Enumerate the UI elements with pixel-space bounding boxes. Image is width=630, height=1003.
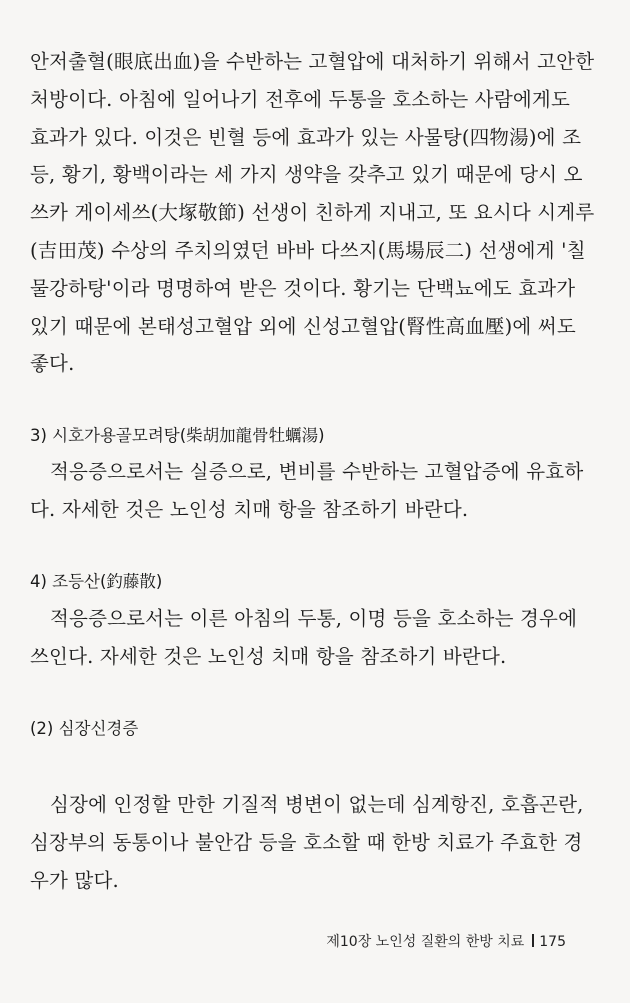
text-line: 심장에 인정할 만한 기질적 병변이 없는데 심계항진, 호흡곤란, xyxy=(50,793,584,816)
subsection-heading-3: 3) 시호가용골모려탕(柴胡加龍骨牡蠣湯) xyxy=(30,426,325,445)
paragraph-chotosan xyxy=(30,600,578,676)
text-line: 우가 많다. xyxy=(30,868,119,892)
text-line: 심장부의 동통이나 불안감 등을 호소할 때 한방 치료가 주효한 경 xyxy=(30,830,583,854)
section-heading-cardiac-neurosis: (2) 심장신경증 xyxy=(30,719,139,738)
text-line: 쓰인다. 자세한 것은 노인성 치매 항을 참조하기 바란다. xyxy=(30,644,507,668)
page-number: 175 xyxy=(539,934,566,950)
text-line: 안저출혈(眼底出血)을 수반하는 고혈압에 대처하기 위해서 고안한 xyxy=(30,50,595,73)
footer-separator xyxy=(532,934,534,947)
text-line: 적응증으로서는 이른 아침의 두통, 이명 등을 호소하는 경우에 xyxy=(50,607,578,630)
text-line: 등, 황기, 황백이라는 세 가지 생약을 갖추고 있기 때문에 당시 오 xyxy=(30,163,583,187)
text-line: 적응증으로서는 실증으로, 변비를 수반하는 고혈압증에 유효하 xyxy=(50,460,584,483)
paragraph-saiko-ryukotsu xyxy=(30,453,584,529)
text-line: 있기 때문에 본태성고혈압 외에 신성고혈압(腎性高血壓)에 써도 xyxy=(30,314,576,338)
text-line: 물강하탕'이라 명명하여 받은 것이다. 황기는 단백뇨에도 효과가 xyxy=(30,276,576,300)
running-chapter-title: 제10장 노인성 질환의 한방 치료 xyxy=(326,934,525,950)
text-line: 쓰카 게이세쓰(大塚敬節) 선생이 친하게 지내고, 또 요시다 시게루 xyxy=(30,201,595,225)
page-footer xyxy=(326,932,566,952)
text-line: 처방이다. 아침에 일어나기 전후에 두통을 호소하는 사람에게도 xyxy=(30,87,570,111)
text-line: 다. 자세한 것은 노인성 치매 항을 참조하기 바란다. xyxy=(30,497,469,521)
paragraph-cardiac-neurosis xyxy=(30,786,584,899)
text-line: 좋다. xyxy=(30,352,75,376)
paragraph-qimul-ganghatang xyxy=(30,43,595,383)
text-line: 효과가 있다. 이것은 빈혈 등에 효과가 있는 사물탕(四物湯)에 조 xyxy=(30,125,582,149)
subsection-heading-4: 4) 조등산(釣藤散) xyxy=(30,572,163,591)
text-line: (吉田茂) 수상의 주치의였던 바바 다쓰지(馬場辰二) 선생에게 '칠 xyxy=(30,238,586,262)
